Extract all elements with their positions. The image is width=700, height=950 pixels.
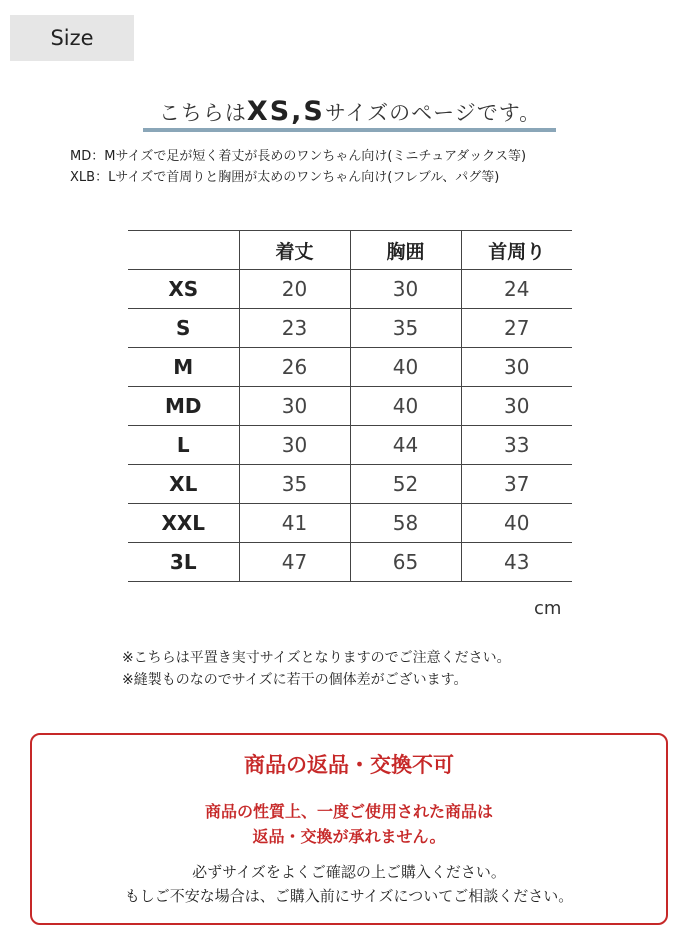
table-row — [128, 465, 572, 504]
notice-advice-text — [32, 860, 666, 908]
no-return-notice — [30, 733, 668, 925]
cell-neck: 30 — [461, 387, 572, 426]
table-row — [128, 426, 572, 465]
cell-neck: 40 — [461, 504, 572, 543]
header-length: 着丈 — [239, 231, 350, 270]
heading-prefix: こちらは — [158, 101, 247, 125]
disclaimer-variation: ※縫製ものなのでサイズに若干の個体差がございます。 — [122, 672, 468, 688]
cell-length: 23 — [239, 309, 350, 348]
header-chest: 胸囲 — [350, 231, 461, 270]
notice-advice-line: 必ずサイズをよくご確認の上ご購入ください。 — [192, 863, 506, 881]
table-header-row — [128, 231, 572, 270]
size-table — [128, 230, 572, 582]
table-row — [128, 309, 572, 348]
cell-length: 47 — [239, 543, 350, 582]
row-size-label: S — [128, 309, 239, 348]
row-size-label: L — [128, 426, 239, 465]
header-cell-empty — [128, 231, 239, 270]
cell-chest: 52 — [350, 465, 461, 504]
heading-sizes: XS,S — [246, 96, 325, 127]
row-size-label: M — [128, 348, 239, 387]
unit-label: cm — [534, 598, 562, 619]
header-neck: 首周り — [461, 231, 572, 270]
row-size-label: MD — [128, 387, 239, 426]
cell-length: 35 — [239, 465, 350, 504]
table-row — [128, 543, 572, 582]
cell-neck: 37 — [461, 465, 572, 504]
notice-red-line: 商品の性質上、一度ご使用された商品は — [204, 802, 493, 821]
row-size-label: XS — [128, 270, 239, 309]
note-md: MD：Mサイズで足が短く着丈が長めのワンちゃん向け(ミニチュアダックス等) — [70, 149, 527, 164]
row-size-label: XXL — [128, 504, 239, 543]
size-notes — [70, 146, 526, 188]
notice-title: 商品の返品・交換不可 — [244, 753, 454, 777]
table-row — [128, 348, 572, 387]
cell-length: 30 — [239, 387, 350, 426]
size-tab — [10, 15, 134, 61]
disclaimers — [122, 647, 511, 691]
notice-red-text — [32, 799, 666, 849]
heading-suffix: サイズのページです。 — [324, 101, 542, 125]
size-tab-label: Size — [50, 26, 94, 50]
cell-neck: 24 — [461, 270, 572, 309]
table-row — [128, 270, 572, 309]
cell-length: 41 — [239, 504, 350, 543]
cell-neck: 43 — [461, 543, 572, 582]
cell-length: 20 — [239, 270, 350, 309]
cell-length: 30 — [239, 426, 350, 465]
disclaimer-flat-measure: ※こちらは平置き実寸サイズとなりますのでご注意ください。 — [122, 650, 511, 666]
cell-chest: 40 — [350, 348, 461, 387]
cell-chest: 44 — [350, 426, 461, 465]
table-row — [128, 504, 572, 543]
cell-neck: 30 — [461, 348, 572, 387]
cell-chest: 30 — [350, 270, 461, 309]
note-xlb: XLB：Lサイズで首周りと胸囲が太めのワンちゃん向け(フレブル、パグ等) — [70, 170, 500, 185]
heading-underline — [143, 128, 556, 132]
cell-chest: 35 — [350, 309, 461, 348]
notice-advice-line: もしご不安な場合は、ご購入前にサイズについてご相談ください。 — [124, 887, 574, 905]
cell-length: 26 — [239, 348, 350, 387]
cell-chest: 65 — [350, 543, 461, 582]
cell-chest: 58 — [350, 504, 461, 543]
notice-red-line: 返品・交換が承れません。 — [252, 827, 446, 846]
row-size-label: XL — [128, 465, 239, 504]
page-heading — [0, 96, 700, 127]
row-size-label: 3L — [128, 543, 239, 582]
cell-neck: 27 — [461, 309, 572, 348]
cell-neck: 33 — [461, 426, 572, 465]
cell-chest: 40 — [350, 387, 461, 426]
table-row — [128, 387, 572, 426]
